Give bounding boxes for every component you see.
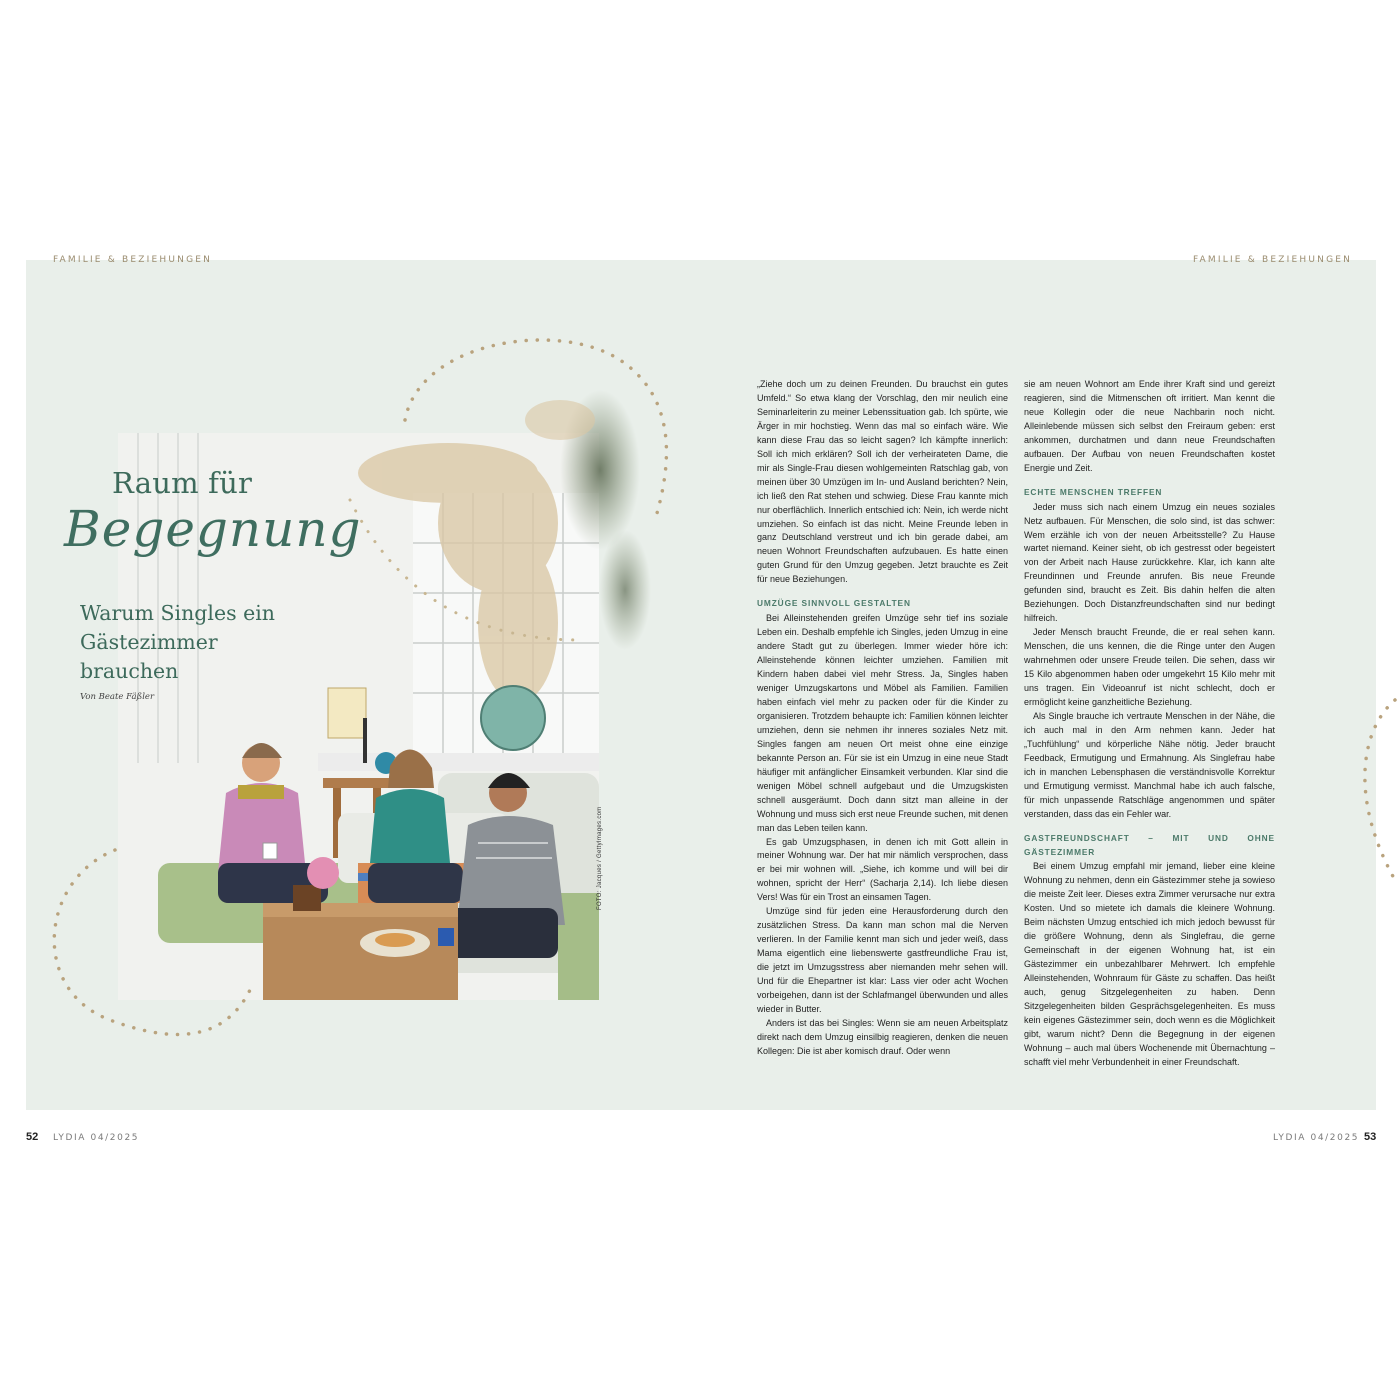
page-number-right: 53 bbox=[1364, 1131, 1377, 1143]
paragraph: Bei einem Umzug empfahl mir jemand, lieber eine kleine Wohnung zu nehmen, denn ein Gästezimmer stehe ja sowieso die meiste Zeit leer. Dieses extra Zimmer verursache nur extra Kosten. Und so mietete ich damals die kleinere Wohnung. Beim nächsten Umzug entschied ich mich jedoch bewusst für die größere Wohnung, denn als Singlefrau, die gerne Gemeinschaft in der eigenen Wohnung hat, ist ein Gästezimmer ein unbezahlbarer Mehrwert. Ich empfehle Alleinstehenden, Wohnraum für Gäste zu schaffen. Das heißt auch, genug Sitzgelegenheiten zu haben. Denn Sitzgelegenheiten bilden Gesprächsgelegenheiten. Es muss kein eigenes Gästezimmer sein, doch wenn es die Möglichkeit gibt, warum nicht? Denn die Begegnung in der eigenen Wohnung – auch mal übers Wochenende mit Übernachtung – schafft viel mehr Verbundenheit in einer Freundschaft. bbox=[1024, 861, 1275, 1067]
paragraph: Umzüge sind für jeden eine Herausforderung durch den zusätzlichen Stress. Da kann man schon mal die Nerven verlieren. In der Familie kennt man sich und jeder weiß, dass Mama eigentlich eine liebenswerte gastfreundliche Frau ist, die jetzt im Umzugsstress aber niemanden mehr sehen will. Und für die Ehepartner ist klar: Lass vier oder acht Wochen vorbeigehen, dann ist der Schlafmangel überwunden und alles wieder in Butter. bbox=[757, 906, 1008, 1014]
paragraph: Als Single brauche ich vertraute Menschen in der Nähe, die ich auch mal in den Arm nehmen kann. Jeder hat „Tuchfühlung“ und körperliche Nähe nötig. Jeder braucht Feedback, Ermutigung und Ermahnung. Als Singlefrau habe ich in manchen Lebensphasen die verständnisvolle Korrektur und Ermutigung vermisst. Manchmal habe ich auch falsche, für mich unpassende Ratschläge angenommen und später verstanden, dass das ein Fehler war. bbox=[1024, 710, 1275, 819]
paragraph: Es gab Umzugsphasen, in denen ich mit Gott allein in meiner Wohnung war. Der hat mir nämlich versprochen, dass er bei mir wohnen will. „Siehe, ich komme und will bei dir wohnen, spricht der Herr“ (Sacharja 2,14). Ich liebe diesen Vers! Was für ein Trost an einsamen Tagen. bbox=[757, 836, 1008, 903]
section-label-left: FAMILIE & BEZIEHUNGEN bbox=[53, 255, 213, 265]
paragraph: „Ziehe doch um zu deinen Freunden. Du brauchst ein gutes Umfeld.“ So etwa klang der Vorschlag, den mir neulich eine Seminarleiterin zu meiner Lebenssituation gab. Ich spürte, wie Ärger in mir hochstieg. Wenn das mal so einfach wäre. Wie kann diese Frau das so leicht sagen? Ich kämpfte innerlich: Soll ich mich erklären? Soll ich der verheirateten Dame, die mir als Single-Frau diesen wohlgemeinten Ratschlag gab, von meinen über 30 Umzügen im In- und Ausland berichten? Nein, ich ließ den Rat stehen und schwieg. Diese Frau kannte mich nur oberflächlich. Innerlich entschied ich: Nein, ich werde nicht umziehen. So einfach ist das nicht. Meine Freunde leben in ganz Deutschland verstreut und ich bin gerade dabei, am neuen Wohnort Freundschaften aufzubauen. Es hatte einen guten Grund für den Umzug gegeben. Jetzt brauchte es Zeit für neue Beziehungen. bbox=[757, 379, 1008, 585]
section-heading: GASTFREUNDSCHAFT – MIT UND OHNE GÄSTEZIMMER bbox=[1024, 832, 1275, 857]
paragraph: sie am neuen Wohnort am Ende ihrer Kraft sind und gereizt reagieren, sind die Mitmenschen oft irritiert. Man kennt die neue Kollegin oder die neue Nachbarin noch nicht. Alleinlebende müssen sich selbst den Freiraum geben: erst ankommen, durchatmen und dann neue Freundschaften aufbauen. Der Aufbau von neuen Freundschaften kostet Energie und Zeit. bbox=[1024, 379, 1275, 473]
paragraph: Anders ist das bei Singles: Wenn sie am neuen Arbeitsplatz direkt nach dem Umzug einsilbig reagieren, denken die neuen Kollegen: Die ist aber komisch drauf. Oder wenn bbox=[757, 1017, 1008, 1056]
paragraph: Jeder muss sich nach einem Umzug ein neues soziales Netz aufbauen. Für Menschen, die solo sind, ist das schwer: Wem erzähle ich von der neuen Arbeitsstelle? Zu Hause wartet niemand. Keiner sieht, ob ich gestresst oder begeistert von der Arbeit nach Hause zurückkehre. Klar, ich kann alte Freundinnen und Freunde anrufen. Bis neue Freunde gefunden sind, braucht es Zeit. Bis dahin helfen die alten Beziehungen. Doch Distanzfreundschaften sind nur bedingt hilfreich. bbox=[1024, 501, 1275, 624]
article-subtitle: Warum Singles ein Gästezimmer brauchen bbox=[80, 601, 276, 683]
magazine-issue-left: LYDIA 04/2025 bbox=[53, 1133, 140, 1143]
text-column-2 bbox=[1024, 378, 1275, 1070]
text-column-1 bbox=[757, 378, 1008, 1059]
article-title-line1: Raum für bbox=[112, 466, 253, 500]
page-number-left: 52 bbox=[26, 1131, 39, 1143]
magazine-issue-right: LYDIA 04/2025 bbox=[1273, 1133, 1360, 1143]
section-label-right: FAMILIE & BEZIEHUNGEN bbox=[1193, 255, 1353, 265]
section-heading: ECHTE MENSCHEN TREFFEN bbox=[1024, 486, 1163, 497]
photo-credit: FOTO: Jacques / GettyImages.com bbox=[597, 806, 603, 910]
section-heading: UMZÜGE SINNVOLL GESTALTEN bbox=[757, 598, 911, 609]
article-title-line2: Begegnung bbox=[64, 500, 362, 558]
paragraph: Jeder Mensch braucht Freunde, die er real sehen kann. Menschen, die uns kennen, die die Ringe unter den Augen wahrnehmen oder unsere Freude teilen. Die sehen, dass wir 15 Kilo abgenommen haben oder umgekehrt 15 Kilo mehr mit uns tragen. Ein Videoanruf ist nicht schlecht, doch er ermöglicht keine ganzheitliche Beziehung. bbox=[1024, 627, 1275, 707]
paragraph: Bei Alleinstehenden greifen Umzüge sehr tief ins soziale Leben ein. Deshalb empfehle ich Singles, jeden Umzug in eine andere Stadt gut zu überlegen. Immer wieder höre ich: Alleinstehende können leichter umziehen. Familien mit Kindern haben dabei viel mehr Stress. Ja, Singles haben weniger Umzugskartons und Möbel als Familien. Familien haben einfach viel mehr zu packen oder für die Kinder zu organisieren. Trotzdem behaupte ich: Familien können leichter umziehen, denn sie nehmen ihr inneres soziales Netz mit. Singles fangen am neuen Ort meist ohne eine einzige bekannte Person an. Für sie ist ein Umzug in eine neue Stadt häufiger mit anfänglicher Einsamkeit verbunden. Klar sind die wenigen Möbel schnell aufgebaut und die Umzugskisten schnell ausgeräumt. Doch dann sitzt man alleine in der Wohnung und muss sich erst neue Freunde suchen, mit denen man das Leben teilen kann. bbox=[757, 613, 1008, 833]
article-byline: Von Beate Fäßler bbox=[80, 692, 155, 702]
